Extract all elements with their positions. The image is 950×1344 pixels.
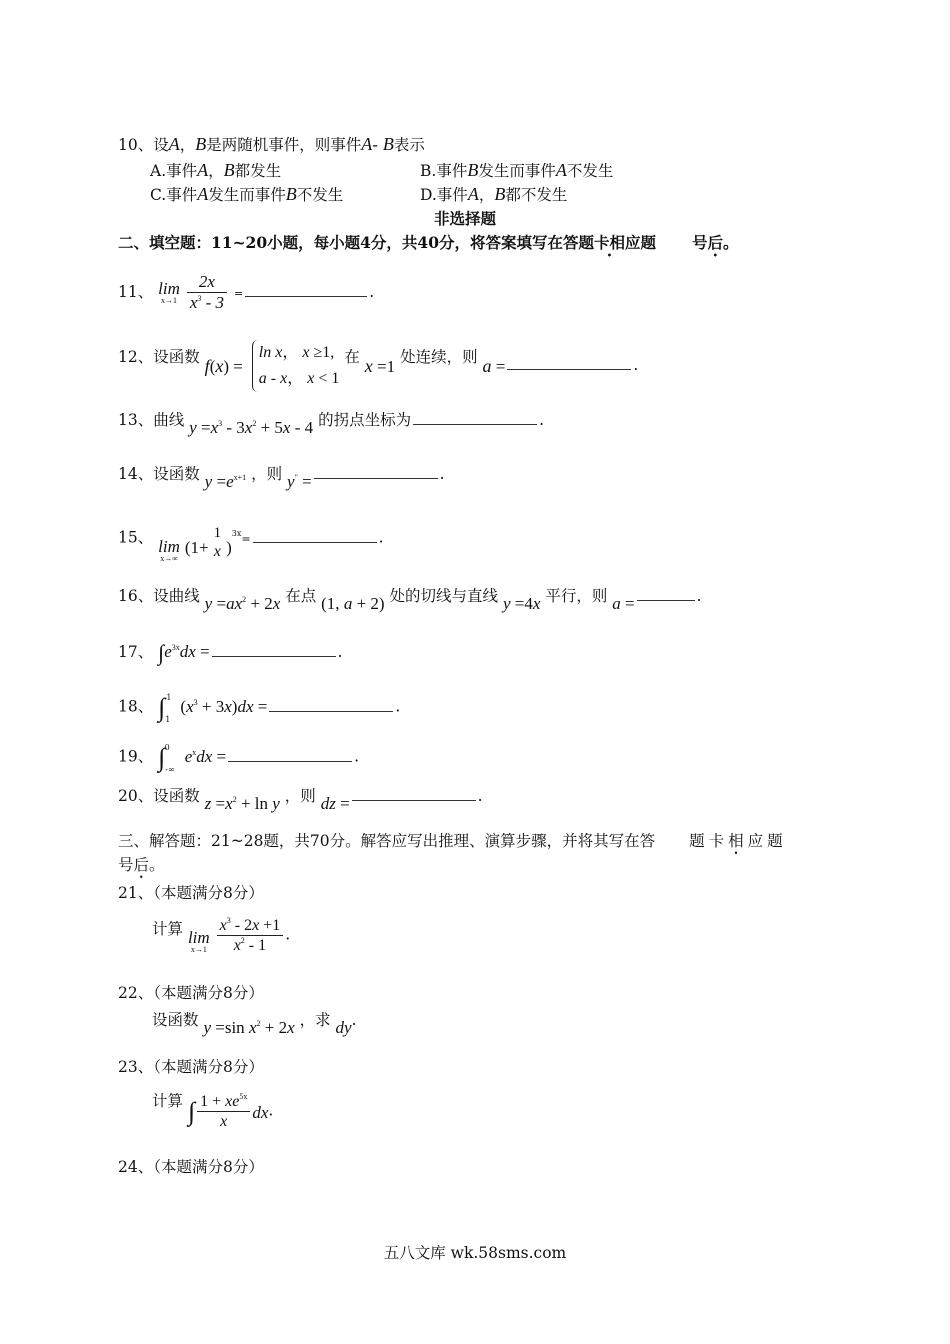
q17: 17、 $\int e^{3x}dx$ = . (118, 640, 343, 665)
answer-blank (253, 542, 377, 543)
answer-blank (245, 296, 367, 297)
q23-head: 23、（本题满分8分） (118, 1058, 264, 1076)
answer-blank (352, 800, 476, 801)
q23-body: 计算 ∫ $\frac{1 + xe^{5x}}{x}$ dx. (152, 1091, 274, 1131)
q19: 19、 $\int_{-\infty}^0$ $e^xdx$ = . (118, 742, 360, 774)
q13: 13、曲线 $y =x^3 - 3x^2 + 5x - 4$ 的拐点坐标为 . (118, 411, 545, 437)
q18: 18、 $\int_1^1$ $(x^3 + 3x)dx$ = . (118, 692, 401, 724)
q11: 11、 lim x→1 $\frac{2x}{x^3 - 3}$ = . (118, 272, 375, 313)
integral-symbol: ∫ (158, 693, 166, 722)
answer-blank (413, 424, 537, 425)
integral-symbol: ∫ (158, 640, 165, 665)
answer-blank (269, 711, 393, 712)
section-nonchoice-title: 非选择题 (434, 209, 497, 228)
footer-watermark: 五八文库 wk.58sms.com (383, 1244, 567, 1262)
q16: 16、设曲线 $y =ax^2 + 2x$ 在点 (1, a + 2) 处的切线与直线 y =4x 平行，则 a = . (118, 587, 702, 613)
q10-option-b: B.事件B发生而事件A不发生 (420, 160, 614, 180)
answer-blank (507, 369, 631, 370)
section3-header-line2: 号后。 • (118, 856, 165, 875)
q10-stem: 10、设A，B是两随机事件，则事件A- B表示 (118, 134, 425, 154)
q10-option-c: C.事件A发生而事件B不发生 (150, 184, 344, 204)
q22-body: 设函数 y =sin $x^2 + 2x$ ，求 dy. (152, 1011, 357, 1037)
section2-header: 二、填空题：11~20小题，每小题4分，共40分，将答案填写在答题卡相应题 • 号后。 • (118, 234, 739, 253)
answer-blank (637, 600, 695, 601)
answer-blank (212, 656, 336, 657)
q12: 12、设函数 f(x) = ln x， x ≥1, a - x， x < 1 在 x =1 处连续，则 a = . (118, 340, 638, 392)
q14: 14、设函数 $y =e^{x+1}$ ，则 y" = . (118, 465, 445, 491)
q22-head: 22、（本题满分8分） (118, 984, 264, 1002)
q21-head: 21、（本题满分8分） (118, 884, 264, 902)
q20: 20、设函数 $z =x^2 + \ln y$ ，则 dz = . (118, 787, 483, 813)
answer-blank (314, 478, 438, 479)
q21-body: 计算 lim x→1 $\frac{x^3 - 2x +1}{x^2 - 1}$ . (152, 916, 291, 955)
q10-option-a: A.事件A，B都发生 (150, 160, 282, 180)
answer-blank (228, 761, 352, 762)
q24-head: 24、（本题满分8分） (118, 1158, 264, 1176)
q10-option-d: D.事件A，B都不发生 (420, 184, 568, 204)
q15: 15、 lim x→∞ (1+ 1 x )$^{3x}$= . (118, 525, 384, 564)
integral-symbol: ∫ (158, 743, 166, 772)
limit-symbol: lim x→1 (158, 279, 180, 306)
integral-symbol: ∫ (187, 1097, 196, 1127)
section3-header: 三、解答题：21~28题，共70分。解答应写出推理、演算步骤，并将其写在答 题卡相应题 • (118, 832, 787, 851)
